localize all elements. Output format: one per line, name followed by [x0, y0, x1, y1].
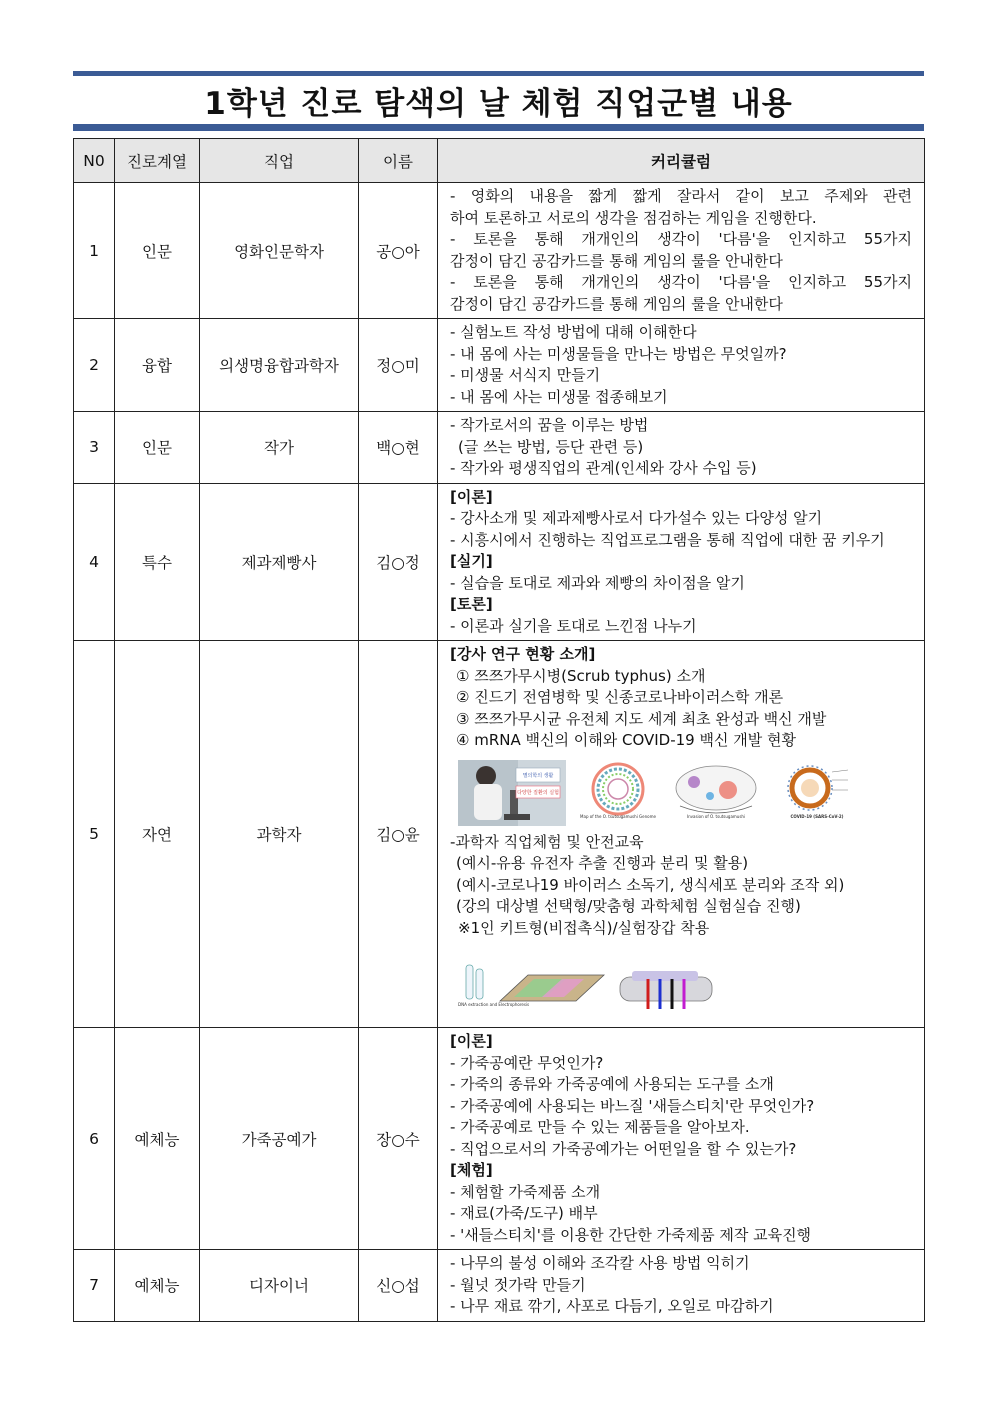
row-curriculum [438, 319, 925, 412]
row-no: 1 [74, 183, 115, 319]
header-name: 이름 [359, 139, 438, 183]
curriculum-line: - 작가로서의 꿈을 이루는 방법 [450, 416, 649, 434]
row-field: 융합 [115, 319, 200, 412]
invasion-caption: Invasion of O. tsutsugamushi [686, 814, 746, 819]
table-row [74, 641, 925, 1028]
row-job: 영화인문학자 [200, 183, 359, 319]
curriculum-line: - 가죽공예에 사용되는 바느질 '새들스티치'란 무엇인가? [450, 1096, 815, 1115]
curriculum-line: - 내 몸에 사는 미생물들을 만나는 방법은 무엇일까? [450, 344, 787, 363]
row-field: 예체능 [115, 1028, 200, 1250]
curriculum-line: - 나무의 불성 이해와 조각칼 사용 방법 익히기 [450, 1254, 750, 1272]
curriculum-line: - 미생물 서식지 만들기 [450, 366, 601, 384]
curriculum-line: - 월넛 젓가락 만들기 [450, 1275, 586, 1294]
row-job: 디자이너 [200, 1250, 359, 1322]
row-curriculum [438, 483, 925, 641]
curriculum-line: - 토론을 통해 개개인의 생각이 '다름'을 인지하고 55가지 [450, 230, 912, 248]
curriculum-line: 감정이 담긴 공감카드를 통해 게임의 룰을 안내한다 [450, 294, 783, 313]
row-job: 제과제빵사 [200, 483, 359, 641]
curriculum-item: ① 쯔쯔가무시병(Scrub typhus) 소개 [456, 666, 706, 685]
table-row [74, 183, 925, 319]
title-block [73, 71, 924, 131]
research-figures [458, 760, 912, 826]
row-job: 과학자 [200, 641, 359, 1028]
row-curriculum [438, 641, 925, 1028]
curriculum-line: ※1인 키트형(비접촉식)/실험장갑 착용 [458, 918, 710, 937]
curriculum-line: - 토론을 통해 개개인의 생각이 '다름'을 인지하고 55가지 [450, 273, 912, 291]
row-no: 4 [74, 483, 115, 641]
sterilizer-figure [618, 967, 714, 1013]
curriculum-line: (예시-유용 유전자 추출 진행과 분리 및 활용) [456, 854, 749, 872]
curriculum-line: - 가죽의 종류와 가죽공예에 사용되는 도구를 소개 [450, 1075, 774, 1093]
curriculum-table [73, 138, 925, 1322]
dna-extraction-caption: DNA extraction and Electrophoresis [458, 1001, 530, 1007]
genome-map-caption: Map of the O. tsutsugamushi Genome [580, 814, 656, 819]
curriculum-line: (강의 대상별 선택형/맞춤형 과학체험 실험실습 진행) [456, 897, 801, 915]
row-no: 2 [74, 319, 115, 412]
curriculum-item: ④ mRNA 백신의 이해와 COVID-19 백신 개발 현황 [456, 731, 796, 749]
row-no: 5 [74, 641, 115, 1028]
row-name: 백○현 [359, 412, 438, 484]
title-bottom-rule [73, 124, 924, 131]
row-field: 예체능 [115, 1250, 200, 1322]
covid-caption: COVID-19 (SARS-CoV-2) [790, 814, 844, 819]
curriculum-line: (예시-코로나19 바이러스 소독기, 생식세포 분리와 조작 외) [456, 875, 845, 894]
header-job: 직업 [200, 139, 359, 183]
header-no: N0 [74, 139, 115, 183]
curriculum-line: - '새들스티치'를 이용한 간단한 가죽제품 제작 교육진행 [450, 1225, 812, 1244]
row-no: 3 [74, 412, 115, 484]
curriculum-line: 하여 토론하고 서로의 생각을 점검하는 게임을 진행한다. [450, 208, 817, 227]
table-row [74, 412, 925, 484]
lab-photo [458, 760, 566, 826]
curriculum-line: - 실험노트 작성 방법에 대해 이해한다 [450, 323, 697, 341]
header-field: 진로계열 [115, 139, 200, 183]
row-no: 6 [74, 1028, 115, 1250]
row-no: 7 [74, 1250, 115, 1322]
covid-figure [774, 760, 860, 826]
section-heading: [체험] [450, 1161, 493, 1179]
curriculum-line: 감정이 담긴 공감카드를 통해 게임의 룰을 안내한다 [450, 251, 783, 270]
curriculum-line: - 가죽공예란 무엇인가? [450, 1053, 604, 1072]
curriculum-line: - 작가와 평생직업의 관계(인세와 강사 수입 등) [450, 459, 757, 477]
row-curriculum [438, 1250, 925, 1322]
experiment-figures [458, 961, 912, 1013]
row-job: 가죽공예가 [200, 1028, 359, 1250]
genome-map-figure [578, 760, 658, 826]
curriculum-line: - 영화의 내용을 짧게 짧게 잘라서 같이 보고 주제와 관련 [450, 187, 912, 205]
row-name: 공○아 [359, 183, 438, 319]
row-field: 인문 [115, 412, 200, 484]
row-name: 장○수 [359, 1028, 438, 1250]
curriculum-line: - 가죽공예로 만들 수 있는 제품들을 알아보자. [450, 1118, 750, 1136]
header-curriculum: 커리큘럼 [438, 139, 925, 183]
curriculum-line: - 강사소개 및 제과제빵사로서 다가설수 있는 다양성 알기 [450, 509, 823, 527]
lab-photo-label: 다양한 질환의 실험 [517, 789, 559, 796]
table-row [74, 1250, 925, 1322]
row-curriculum [438, 412, 925, 484]
curriculum-line: - 시흥시에서 진행하는 직업프로그램을 통해 직업에 대한 꿈 키우기 [450, 530, 885, 549]
curriculum-line: - 나무 재료 깎기, 사포로 다듬기, 오일로 마감하기 [450, 1297, 774, 1315]
curriculum-line: - 재료(가죽/도구) 배부 [450, 1204, 598, 1222]
row-curriculum [438, 183, 925, 319]
dna-extraction-figure [458, 961, 606, 1013]
section-heading: [강사 연구 현황 소개] [450, 645, 596, 663]
row-field: 특수 [115, 483, 200, 641]
curriculum-line: (글 쓰는 방법, 등단 관련 등) [458, 437, 644, 456]
lab-photo-label: 멸의학의 생활 [522, 772, 554, 779]
row-name: 신○섭 [359, 1250, 438, 1322]
invasion-figure [670, 760, 762, 826]
table-row [74, 1028, 925, 1250]
table-row [74, 319, 925, 412]
row-field: 인문 [115, 183, 200, 319]
page-title: 1학년 진로 탐색의 날 체험 직업군별 내용 [204, 85, 793, 122]
row-field: 자연 [115, 641, 200, 1028]
curriculum-item: ③ 쯔쯔가무시균 유전체 지도 세계 최초 완성과 백신 개발 [456, 709, 827, 728]
curriculum-line: - 직업으로서의 가죽공예가는 어떤일을 할 수 있는가? [450, 1139, 797, 1158]
table-row [74, 483, 925, 641]
row-name: 김○윤 [359, 641, 438, 1028]
section-heading: [토론] [450, 595, 493, 613]
section-heading: [이론] [450, 487, 493, 506]
curriculum-line: - 이론과 실기을 토대로 느낀점 나누기 [450, 616, 697, 635]
row-job: 작가 [200, 412, 359, 484]
curriculum-line: - 체험할 가죽제품 소개 [450, 1182, 601, 1201]
table-header-row [74, 139, 925, 183]
row-curriculum [438, 1028, 925, 1250]
row-name: 정○미 [359, 319, 438, 412]
curriculum-line: -과학자 직업체험 및 안전교육 [450, 832, 644, 851]
curriculum-line: - 내 몸에 사는 미생물 접종해보기 [450, 387, 668, 406]
curriculum-item: ② 진드기 전염병학 및 신종코로나바이러스학 개론 [456, 688, 784, 706]
row-name: 김○정 [359, 483, 438, 641]
section-heading: [실기] [450, 552, 493, 570]
section-heading: [이론] [450, 1032, 493, 1050]
row-job: 의생명융합과학자 [200, 319, 359, 412]
curriculum-line: - 실습을 토대로 제과와 제빵의 차이점을 알기 [450, 573, 745, 592]
